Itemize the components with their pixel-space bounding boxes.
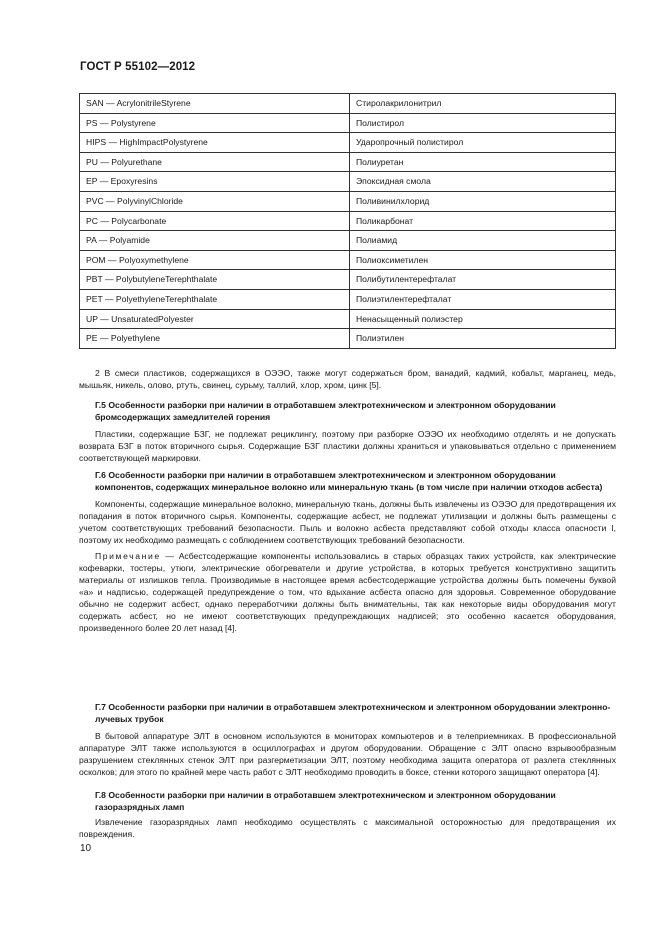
section-g7: [79, 702, 616, 778]
table-cell-russian-name: Эпоксидная смола: [350, 172, 616, 192]
table-cell-russian-name: Полиуретан: [350, 152, 616, 172]
table-cell-abbreviation: PBT — PolybutyleneTerephthalate: [80, 270, 350, 290]
section-g8: [79, 790, 616, 841]
table-cell-russian-name: Полибутилентерефталат: [350, 270, 616, 290]
table-cell-abbreviation: PU — Polyurethane: [80, 152, 350, 172]
section-g5-paragraph: Пластики, содержащие БЗГ, не подлежат рециклингу, поэтому при разборке ОЭЭО их необходимо отделять и не допускать возврата БЗГ в поток вторичного сырья. Содержащие БЗГ пластики должны храниться и упаковываться отдельно с применением соответствующей маркировки.: [79, 428, 616, 463]
table-cell-russian-name: Ненасыщенный полиэстер: [350, 309, 616, 329]
table-row: [80, 231, 616, 251]
section-g8-heading: Г.8 Особенности разборки при наличии в отработавшем электротехническом и электронном оборудовании газоразрядных ламп: [95, 790, 556, 812]
table-cell-abbreviation: PE — Polyethylene: [80, 329, 350, 349]
table-row: [80, 172, 616, 192]
table-cell-abbreviation: EP — Epoxyresins: [80, 172, 350, 192]
table-row: [80, 113, 616, 133]
table-cell-abbreviation: PA — Polyamide: [80, 231, 350, 251]
table-cell-abbreviation: PS — Polystyrene: [80, 113, 350, 133]
table-row: [80, 191, 616, 211]
table-cell-abbreviation: PVC — PolyvinylChloride: [80, 191, 350, 211]
table-row: [80, 211, 616, 231]
table-row: [80, 289, 616, 309]
table-cell-russian-name: Полиэтилен: [350, 329, 616, 349]
table-cell-russian-name: Полиамид: [350, 231, 616, 251]
table-cell-russian-name: Полиоксиметилен: [350, 250, 616, 270]
table-cell-abbreviation: PET — PolyethyleneTerephthalate: [80, 289, 350, 309]
table-row: [80, 152, 616, 172]
table-cell-russian-name: Поликарбонат: [350, 211, 616, 231]
section-g6-paragraph: Компоненты, содержащие минеральное волокно, минеральную ткань, должны быть извлечены из ОЭЭО для предотвращения их попадания в поток вторичного сырья. Компоненты, содержащие асбест, не подлежат утилизации и должны быть размещены с учетом соответствующих требований безопасности. Пыль и волокно асбеста представляют собой отходы класса опасности I, поэтому их необходимо размещать с соблюдением соответствующих требований безопасности.: [79, 498, 616, 545]
table-row: [80, 309, 616, 329]
materials-table: [79, 93, 616, 349]
note-2: [79, 368, 616, 392]
section-g6: [79, 470, 616, 635]
table-cell-russian-name: Полиэтилентерефталат: [350, 289, 616, 309]
materials-table-body: [80, 94, 616, 349]
section-g7-heading: Г.7 Особенности разборки при наличии в отработавшем электротехническом и электронном оборудовании электронно-лучевых трубок: [95, 702, 611, 724]
table-cell-abbreviation: SAN — AcrylonitrileStyrene: [80, 94, 350, 114]
section-g5-heading: Г.5 Особенности разборки при наличии в отработавшем электротехническом и электронном оборудовании бромсодержащих замедлителей горения: [95, 400, 556, 422]
note-label: Примечание: [95, 551, 161, 562]
table-cell-russian-name: Стиролакрилонитрил: [350, 94, 616, 114]
table-row: [80, 133, 616, 153]
table-row: [80, 250, 616, 270]
page-number: 10: [80, 843, 92, 854]
note-text: — Асбестсодержащие компоненты использовались в старых образцах таких устройств, как электрические кофеварки, тостеры, утюги, электрические обогреватели и другие устройства, в которых требуется конструктивно защитить материалы от излишков тепла. Производимые в настоящее время асбестсодержащие устройства должны быть помечены буквой «а» и надписью, содержащей предупреждение о том, что вдыхание асбеста опасно для здоровья. Современное оборудование обычно не содержит асбест, однако переработчики должны быть внимательны, так как некоторые виды оборудования могут содержать асбест, но не имеют соответствующих предупреждающих надписей; это особенно касается оборудования, произведенного более 20 лет назад [4].: [79, 551, 616, 633]
table-cell-russian-name: Поливинилхлорид: [350, 191, 616, 211]
section-g6-note: [79, 551, 616, 634]
table-cell-abbreviation: UP — UnsaturatedPolyester: [80, 309, 350, 329]
section-g8-paragraph: Извлечение газоразрядных ламп необходимо осуществлять с максимальной осторожностью для предотвращения их повреждения.: [79, 816, 616, 839]
section-g7-paragraph: В бытовой аппаратуре ЭЛТ в основном используются в мониторах компьютеров и в телеприемниках. В профессиональной аппаратуре ЭЛТ также используются в осциллографах и другом оборудовании. Обращение с ЭЛТ опасно взрывообразным разрушением стеклянных стенок ЭЛТ при разгерметизации ЭЛТ, поэтому необходима защита оператора от разлета стеклянных осколков; для этого по крайней мере часть работ с ЭЛТ необходимо проводить в боксе, стенки которого защищают оператора [4].: [79, 730, 616, 777]
table-row: [80, 270, 616, 290]
table-row: [80, 329, 616, 349]
table-cell-abbreviation: POM — Polyoxymethylene: [80, 250, 350, 270]
section-g5: [79, 400, 616, 465]
table-cell-abbreviation: HIPS — HighImpactPolystyrene: [80, 133, 350, 153]
document-header: ГОСТ Р 55102—2012: [80, 61, 196, 73]
section-g6-heading: Г.6 Особенности разборки при наличии в отработавшем электротехническом и электронном оборудовании компонентов, содержащих минеральное волокно или минеральную ткань (в том числе при наличии отходов асбеста): [95, 470, 603, 492]
note-2-text: 2 В смеси пластиков, содержащихся в ОЭЭО, также могут содержаться бром, ванадий, кадмий, кобальт, марганец, медь, мышьяк, никель, олово, ртуть, свинец, сурьму, таллий, хлор, хром, цинк [5].: [79, 368, 616, 390]
table-cell-russian-name: Ударопрочный полистирол: [350, 133, 616, 153]
table-cell-abbreviation: PC — Polycarbonate: [80, 211, 350, 231]
table-row: [80, 94, 616, 114]
table-cell-russian-name: Полистирол: [350, 113, 616, 133]
